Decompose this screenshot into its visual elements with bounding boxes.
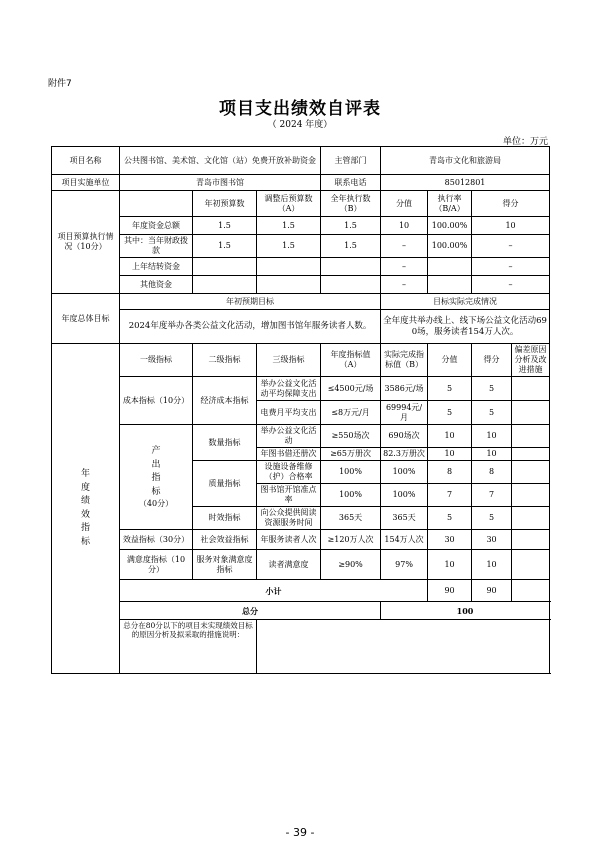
- budget-row: [52, 217, 550, 235]
- budget-adjusted: 1.5: [257, 235, 321, 258]
- subtotal-score: 90: [428, 580, 472, 602]
- indicator-name: 电费月平均支出: [257, 401, 321, 425]
- budget-points: –: [472, 235, 550, 258]
- department-label: 主管部门: [321, 147, 381, 175]
- subtotal-label: 小计: [120, 580, 428, 602]
- indicator-actual: 154万人次: [381, 530, 428, 550]
- budget-points: –: [472, 276, 550, 294]
- actual-header: 实际完成指标值（B）: [381, 344, 428, 377]
- budget-initial: 1.5: [193, 235, 257, 258]
- indicator-row: [52, 377, 550, 401]
- budget-initial: 1.5: [193, 217, 257, 235]
- indicator-points: 5: [472, 377, 512, 401]
- indicator-name: 年图书借还册次: [257, 448, 321, 461]
- budget-score: –: [381, 276, 428, 294]
- budget-section-label: 项目预算执行情况（10分）: [52, 191, 120, 294]
- goals-actual-header: 目标实际完成情况: [381, 294, 550, 310]
- currency-unit: 单位：万元: [502, 137, 548, 147]
- indicator-name: 举办公益文化活动: [257, 425, 321, 448]
- level2-header: 二级指标: [193, 344, 257, 377]
- budget-row-name: 年度资金总额: [120, 217, 193, 235]
- reason-header: 偏差原因分析及改进措施: [512, 344, 550, 377]
- budget-col-rate: 执行率（B/A）: [428, 191, 472, 217]
- subtotal-reason: [512, 580, 550, 602]
- indicator-reason: [512, 484, 550, 507]
- implementing-unit-label: 项目实施单位: [52, 175, 120, 191]
- indicator-score: 10: [428, 550, 472, 580]
- budget-adjusted: [257, 258, 321, 276]
- indicator-target: ≥65万册次: [321, 448, 381, 461]
- benefit-level1: 效益指标（30分）: [120, 530, 193, 550]
- total-label: 总分: [120, 602, 381, 620]
- indicator-points: 10: [472, 448, 512, 461]
- quality-level2: 质量指标: [193, 461, 257, 507]
- indicator-points: 8: [472, 461, 512, 484]
- indicator-row: [52, 550, 550, 580]
- budget-col-score: 分值: [381, 191, 428, 217]
- project-name-label: 项目名称: [52, 147, 120, 175]
- indicator-actual: 97%: [381, 550, 428, 580]
- indicator-name: 向公众提供阅读资源服务时间: [257, 507, 321, 530]
- budget-adjusted: 1.5: [257, 217, 321, 235]
- indicator-score: 10: [428, 425, 472, 448]
- budget-initial: [193, 276, 257, 294]
- quantity-level2: 数量指标: [193, 425, 257, 461]
- indicator-target: ≤4500元/场: [321, 377, 381, 401]
- budget-col-adjusted: 调整后预算数（A）: [257, 191, 321, 217]
- performance-label-char: 标: [80, 536, 90, 547]
- output-label-char: 出: [151, 459, 161, 470]
- goals-planned-text: 2024年度举办各类公益文化活动，增加图书馆年服务读者人数。: [120, 310, 381, 344]
- target-header: 年度指标值（A）: [321, 344, 381, 377]
- indicator-points: 10: [472, 425, 512, 448]
- self-evaluation-table: [51, 146, 550, 674]
- indicator-target: ≥120万人次: [321, 530, 381, 550]
- project-name-row: [52, 147, 550, 175]
- cost-level2: 经济成本指标: [193, 377, 257, 425]
- department-value: 青岛市文化和旅游局: [381, 147, 550, 175]
- indicator-score: 5: [428, 377, 472, 401]
- indicator-points: 30: [472, 530, 512, 550]
- indicator-points: 5: [472, 401, 512, 425]
- indicator-actual: 82.3万册次: [381, 448, 428, 461]
- indicator-target: ≥550场次: [321, 425, 381, 448]
- indicator-actual: 69994元/月: [381, 401, 428, 425]
- goals-header-row: [52, 294, 550, 310]
- indicator-target: 365天: [321, 507, 381, 530]
- page-title: 项目支出绩效自评表: [219, 99, 381, 119]
- indicator-score: 5: [428, 507, 472, 530]
- budget-initial: [193, 258, 257, 276]
- implementing-unit-value: 青岛市图书馆: [120, 175, 321, 191]
- output-label-char: 产: [151, 446, 161, 456]
- indicator-name: 举办公益文化活动平均保障支出: [257, 377, 321, 401]
- budget-row: [52, 258, 550, 276]
- budget-score: 10: [381, 217, 428, 235]
- budget-score: –: [381, 258, 428, 276]
- output-label-char: 标: [151, 486, 161, 497]
- indicator-name: 读者满意度: [257, 550, 321, 580]
- indicator-name: 图书馆开馆准点率: [257, 484, 321, 507]
- budget-header-row: [52, 191, 550, 217]
- time-level2: 时效指标: [193, 507, 257, 530]
- note-content: [257, 620, 550, 674]
- budget-rate: [428, 258, 472, 276]
- subtotal-row: [52, 580, 550, 602]
- indicator-reason: [512, 507, 550, 530]
- performance-label-char: 度: [80, 482, 90, 493]
- performance-label-char: 绩: [80, 496, 90, 506]
- benefit-level2: 社会效益指标: [193, 530, 257, 550]
- indicator-score: 7: [428, 484, 472, 507]
- budget-blank-header: [120, 191, 193, 217]
- goals-actual-text: 全年度共举办线上、线下场公益文化活动690场，服务读者154万人次。: [381, 310, 550, 344]
- implementing-unit-row: [52, 175, 550, 191]
- budget-row-name: 其他资金: [120, 276, 193, 294]
- indicator-score: 8: [428, 461, 472, 484]
- indicator-score: 10: [428, 448, 472, 461]
- performance-header-row: [52, 344, 550, 377]
- indicator-reason: [512, 550, 550, 580]
- output-level1: [120, 425, 193, 530]
- budget-col-points: 得分: [472, 191, 550, 217]
- budget-rate: 100.00%: [428, 217, 472, 235]
- level3-header: 三级指标: [257, 344, 321, 377]
- budget-col-executed: 全年执行数（B）: [321, 191, 381, 217]
- note-label: 总分在80分以下的项目未实现绩效目标的原因分析及拟采取的措施说明：: [120, 620, 257, 674]
- total-value: 100: [381, 602, 550, 620]
- total-row: [52, 602, 550, 620]
- indicator-reason: [512, 425, 550, 448]
- indicator-target: 100%: [321, 484, 381, 507]
- indicator-row: [52, 530, 550, 550]
- indicator-points: 10: [472, 550, 512, 580]
- indicator-score: 30: [428, 530, 472, 550]
- budget-col-initial: 年初预算数: [193, 191, 257, 217]
- phone-label: 联系电话: [321, 175, 381, 191]
- points-header: 得分: [472, 344, 512, 377]
- cost-level1: 成本指标（10分）: [120, 377, 193, 425]
- budget-score: –: [381, 235, 428, 258]
- budget-executed: 1.5: [321, 235, 381, 258]
- indicator-target: 100%: [321, 461, 381, 484]
- indicator-points: 7: [472, 484, 512, 507]
- goals-label: 年度总体目标: [52, 294, 120, 344]
- indicator-actual: 365天: [381, 507, 428, 530]
- indicator-actual: 3586元/场: [381, 377, 428, 401]
- output-score: （40分）: [138, 499, 174, 508]
- indicator-actual: 100%: [381, 461, 428, 484]
- indicator-target: ≤8万元/月: [321, 401, 381, 425]
- budget-row-name: 上年结转资金: [120, 258, 193, 276]
- score-header: 分值: [428, 344, 472, 377]
- budget-row: [52, 276, 550, 294]
- indicator-actual: 100%: [381, 484, 428, 507]
- subtotal-points: 90: [472, 580, 512, 602]
- performance-label-char: 年: [80, 469, 90, 479]
- note-row: [52, 620, 550, 674]
- indicator-row: [52, 425, 550, 448]
- budget-points: 10: [472, 217, 550, 235]
- indicator-name: 年服务读者人次: [257, 530, 321, 550]
- performance-section-label: [52, 344, 120, 674]
- indicator-actual: 690场次: [381, 425, 428, 448]
- goals-planned-header: 年初预期目标: [120, 294, 381, 310]
- budget-executed: 1.5: [321, 217, 381, 235]
- indicator-reason: [512, 401, 550, 425]
- indicator-reason: [512, 377, 550, 401]
- output-label-char: 指: [151, 473, 161, 483]
- performance-label-char: 效: [80, 509, 90, 520]
- indicator-target: ≥90%: [321, 550, 381, 580]
- budget-points: –: [472, 258, 550, 276]
- indicator-reason: [512, 461, 550, 484]
- budget-row-name: 其中：当年财政拨款: [120, 235, 193, 258]
- report-year: （ 2024 年度）: [267, 120, 333, 130]
- level1-header: 一级指标: [120, 344, 193, 377]
- indicator-score: 5: [428, 401, 472, 425]
- indicator-reason: [512, 530, 550, 550]
- budget-row: [52, 235, 550, 258]
- performance-label-char: 指: [80, 523, 90, 533]
- indicator-points: 5: [472, 507, 512, 530]
- budget-executed: [321, 276, 381, 294]
- budget-executed: [321, 258, 381, 276]
- phone-value: 85012801: [381, 175, 550, 191]
- budget-adjusted: [257, 276, 321, 294]
- page-number: - 39 -: [285, 826, 315, 839]
- budget-rate: [428, 276, 472, 294]
- project-name-value: 公共图书馆、美术馆、文化馆（站）免费开放补助资金: [120, 147, 321, 175]
- indicator-name: 设施设备维修（护）合格率: [257, 461, 321, 484]
- indicator-reason: [512, 448, 550, 461]
- budget-rate: 100.00%: [428, 235, 472, 258]
- goals-content-row: [52, 310, 550, 344]
- satisfaction-level1: 满意度指标（10分）: [120, 550, 193, 580]
- satisfaction-level2: 服务对象满意度指标: [193, 550, 257, 580]
- attachment-label: 附件7: [48, 79, 72, 89]
